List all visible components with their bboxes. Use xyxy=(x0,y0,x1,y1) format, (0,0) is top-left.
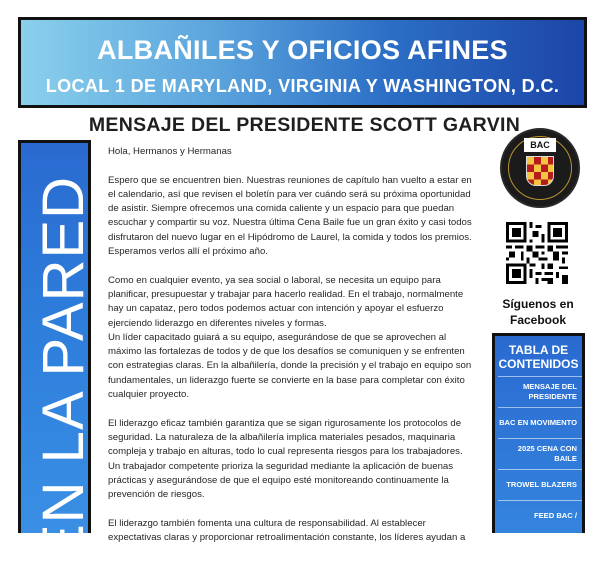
president-message xyxy=(108,145,472,560)
toc-item-feed-bac[interactable]: FEED BAC / xyxy=(498,500,582,531)
facebook-follow-label[interactable]: Síguenos en Facebook xyxy=(502,297,574,327)
paragraph: Como en cualquier evento, ya sea social o laboral, se necesita un equipo para planificar, presupuestar y trabajar para hacerlo realidad. En el trabajo, normalmente hay un capataz, pero todos podemos actuar con intención y apoyar el esfuerzo ejerciendo liderazgo en diferentes niveles y formas. xyxy=(108,274,464,329)
page-title: MENSAJE DEL PRESIDENTE SCOTT GARVIN xyxy=(88,114,521,136)
bac-seal-logo xyxy=(500,128,580,208)
paragraph: El liderazgo eficaz también garantiza que se sigan rigurosamente los protocolos de seguridad. La naturaleza de la albañilería implica materiales pesados, maquinaria compleja y trabajo en alturas, todo lo cual representa riesgos para los trabajadores. Un trabajador competente prioriza la seguridad mediante la aplicación de buenas prácticas y asegurándose de que el equipo esté monitoreando continuamente la prevención de riesgos. xyxy=(108,417,463,501)
greeting: Hola, Hermanos y Hermanas xyxy=(108,146,232,157)
toc-item-bac-en-movimento[interactable]: BAC EN MOVIMENTO xyxy=(498,407,582,438)
banner-subtitle: LOCAL 1 DE MARYLAND, VIRGINIA Y WASHINGTON, D.C. xyxy=(45,76,560,96)
paragraph: Un líder capacitado guiará a su equipo, asegurándose de que se aprovechen al máximo las fortalezas de todos y de que los desafíos se comuniquen y se enfrenten con estrategias claras. En la albañilería, donde la precisión y el trabajo en equipo son fundamentales, un liderazgo fuerte se convierte en la base para completar con éxito cualquier proyecto. xyxy=(108,331,472,401)
header-banner xyxy=(18,17,587,108)
qr-code-icon[interactable] xyxy=(506,222,568,284)
toc-item-cena-con-baile[interactable]: 2025 CENA CON BAILE xyxy=(498,438,582,469)
table-of-contents xyxy=(492,333,585,533)
banner-title: ALBAÑILES Y OFICIOS AFINES xyxy=(97,35,508,65)
paragraph: El liderazgo también fomenta una cultura de responsabilidad. Al establecer expectativas claras y proporcionar retroalimentación constante, los líderes ayudan a xyxy=(108,517,466,544)
toc-item-mensaje-del-presidente[interactable]: MENSAJE DEL PRESIDENTE xyxy=(498,376,582,407)
sidebar-vertical-title: EN LA PARED xyxy=(31,175,96,563)
toc-title: TABLA DE CONTENIDOS xyxy=(498,343,579,371)
maryland-flag-icon xyxy=(526,156,554,186)
paragraph: Espero que se encuentren bien. Nuestras reuniones de capítulo han vuelto a estar en el calendario, así que revisen el boletín para ver cuándo será su próxima oportunidad de asistir. Siempre ofrecemos una comida caliente y un espacio para que puedan escuchar y compartir su voz. Nuestra última Cena Baile fue un gran éxito y casi todos disfrutaron del nuevo lugar en el Hipódromo de Laurel, la comida y todos los premios. Esperamos verlos allí el próximo año. xyxy=(108,174,472,258)
left-sidebar xyxy=(18,140,96,563)
logo-text: BAC xyxy=(524,138,556,152)
toc-item-trowel-blazers[interactable]: TROWEL BLAZERS xyxy=(498,469,582,500)
qr-code-graphic xyxy=(506,222,568,284)
